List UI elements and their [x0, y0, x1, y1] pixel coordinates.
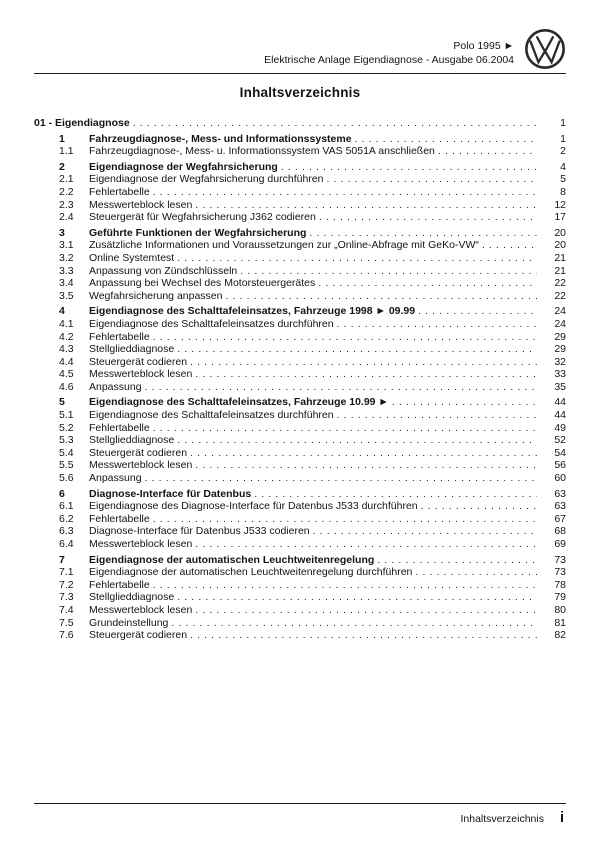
toc-entry-number: 2: [59, 160, 65, 173]
toc-entry-title: Fehlertabelle: [89, 578, 150, 591]
toc-entry-title: Messwerteblock lesen: [89, 459, 193, 472]
toc-row: [34, 356, 566, 369]
toc-entry-title: Steuergerät für Wegfahrsicherung J362 codieren: [89, 211, 316, 224]
toc-row: [34, 199, 566, 212]
toc-entry-number: 2.1: [59, 173, 74, 186]
toc-entry-page: 54: [554, 446, 566, 459]
toc-entry-number: 7: [59, 553, 65, 566]
toc-row: [34, 277, 566, 290]
toc-entry-page: 52: [554, 434, 566, 447]
toc-row: [34, 617, 566, 630]
page-title: Inhaltsverzeichnis: [239, 85, 361, 100]
dot-leader: [392, 396, 537, 409]
toc-row: [34, 538, 566, 551]
toc-entry-number: 3.4: [59, 277, 74, 290]
toc-entry-title: Eigendiagnose des Schalttafeleinsatzes, Fahrzeuge 1998 ► 09.99: [89, 305, 416, 318]
toc-entry-page: 56: [554, 459, 566, 472]
toc-entry-title: Eigendiagnose der Wegfahrsicherung durchführen: [89, 173, 324, 186]
toc-entry-page: 68: [554, 525, 566, 538]
footer-page-number: i: [559, 810, 564, 826]
table-of-contents: [34, 117, 566, 642]
dot-leader: [153, 186, 537, 199]
toc-entry-title: Eigendiagnose der automatischen Leuchtweitenregelung: [89, 553, 375, 566]
toc-entry-title: Steuergerät codieren: [89, 355, 188, 368]
dot-leader: [177, 343, 537, 356]
toc-row: [34, 422, 566, 435]
toc-entry-page: 1: [560, 117, 566, 129]
toc-entry-page: 79: [554, 591, 566, 604]
toc-entry-page: 78: [554, 578, 566, 591]
toc-entry-page: 21: [554, 264, 566, 277]
vw-logo-icon: [524, 28, 566, 70]
dot-leader: [254, 488, 537, 501]
dot-leader: [281, 161, 537, 174]
toc-entry-title: Fehlertabelle: [89, 512, 150, 525]
dot-leader: [153, 331, 537, 344]
toc-entry-title: Steuergerät codieren: [89, 629, 188, 642]
toc-entry-number: 7.6: [59, 629, 74, 642]
toc-entry-number: 3.2: [59, 251, 74, 264]
dot-leader: [153, 579, 537, 592]
dot-leader: [438, 145, 537, 158]
dot-leader: [318, 277, 537, 290]
header-subtitle: Elektrische Anlage Eigendiagnose - Ausgabe 06.2004: [264, 54, 514, 66]
toc-row: [34, 629, 566, 642]
toc-entry-title: Eigendiagnose des Diagnose-Interface für Datenbus J533 durchführen: [89, 500, 418, 513]
toc-entry-title: Messwerteblock lesen: [89, 538, 193, 550]
toc-entry-number: 7.5: [59, 616, 74, 629]
toc-entry-title: Anpassung: [89, 472, 142, 485]
toc-row: [34, 591, 566, 604]
dot-leader: [195, 459, 537, 472]
toc-entry-page: 29: [554, 330, 566, 343]
toc-entry-number: 7.2: [59, 578, 74, 591]
dot-leader: [313, 525, 537, 538]
toc-row: [34, 447, 566, 460]
toc-entry-number: 4.5: [59, 368, 74, 381]
toc-row: [34, 265, 566, 278]
dot-leader: [418, 305, 537, 318]
toc-entry-number: 6.1: [59, 500, 74, 513]
toc-entry-number: 4: [59, 305, 65, 318]
toc-entry-page: 4: [560, 160, 566, 173]
toc-entry-title: Steuergerät codieren: [89, 446, 188, 459]
dot-leader: [195, 368, 537, 381]
toc-entry-page: 17: [554, 211, 566, 224]
toc-entry-title: Stellglieddiagnose: [89, 434, 175, 447]
toc-entry-number: 4.6: [59, 380, 74, 393]
toc-entry-page: 22: [554, 277, 566, 290]
toc-entry-number: 3: [59, 226, 65, 239]
toc-entry-title: Fehlertabelle: [89, 421, 150, 434]
dot-leader: [337, 318, 537, 331]
toc-entry-title: Stellglieddiagnose: [89, 591, 175, 604]
dot-leader: [177, 591, 537, 604]
toc-row: [34, 381, 566, 394]
toc-entry-title: Zusätzliche Informationen und Voraussetzungen zur „Online-Abfrage mit GeKo-VW“: [89, 239, 479, 252]
toc-entry-number: 1.1: [59, 145, 74, 158]
toc-entry-page: 44: [554, 409, 566, 422]
header-divider: [34, 73, 566, 74]
toc-entry-page: 73: [554, 566, 566, 579]
toc-row: [34, 554, 566, 567]
toc-entry-title: Diagnose-Interface für Datenbus: [89, 487, 252, 500]
toc-entry-title: Wegfahrsicherung anpassen: [89, 289, 223, 302]
toc-row: [34, 409, 566, 422]
toc-row: [34, 396, 566, 409]
footer-label: Inhaltsverzeichnis: [460, 813, 544, 825]
dot-leader: [309, 227, 537, 240]
toc-entry-page: 8: [560, 185, 566, 198]
toc-entry-number: 7.3: [59, 591, 74, 604]
toc-entry-number: 6.2: [59, 512, 74, 525]
toc-row: [34, 239, 566, 252]
toc-entry-title: Fahrzeugdiagnose-, Mess- und Informationssysteme: [89, 132, 352, 145]
toc-entry-number: 4.4: [59, 355, 74, 368]
toc-entry-page: 32: [554, 355, 566, 368]
toc-row: [34, 173, 566, 186]
toc-row: [34, 459, 566, 472]
toc-entry-number: 4.1: [59, 317, 74, 330]
toc-entry-page: 12: [554, 198, 566, 211]
toc-entry-title: Fehlertabelle: [89, 185, 150, 198]
toc-row: [34, 161, 566, 174]
toc-entry-title: Anpassung bei Wechsel des Motorsteuergerätes: [89, 277, 316, 290]
toc-entry-page: 21: [554, 251, 566, 264]
toc-row: [34, 133, 566, 146]
toc-entry-number: 5.2: [59, 421, 74, 434]
toc-entry-page: 2: [560, 145, 566, 158]
dot-leader: [355, 133, 537, 146]
toc-entry-page: 44: [554, 396, 566, 409]
toc-entry-number: 6: [59, 487, 65, 500]
dot-leader: [190, 356, 537, 369]
toc-row: [34, 368, 566, 381]
toc-entry-title: Messwerteblock lesen: [89, 603, 193, 616]
toc-row: [34, 290, 566, 303]
toc-row: [34, 186, 566, 199]
toc-entry-page: 80: [554, 603, 566, 616]
toc-entry-number: 5.3: [59, 434, 74, 447]
toc-row: [34, 566, 566, 579]
dot-leader: [240, 265, 537, 278]
dot-leader: [415, 566, 537, 579]
dot-leader: [177, 434, 537, 447]
toc-row: [34, 227, 566, 240]
document-header: [34, 28, 566, 70]
document-footer: [34, 800, 566, 826]
toc-row: [34, 305, 566, 318]
toc-entry-page: 49: [554, 421, 566, 434]
toc-row: [34, 145, 566, 158]
toc-row: [34, 331, 566, 344]
dot-leader: [377, 554, 537, 567]
toc-entry-number: 7.1: [59, 566, 74, 579]
toc-entry-title: Messwerteblock lesen: [89, 198, 193, 211]
toc-entry-page: 81: [554, 616, 566, 629]
toc-entry-number: 5.1: [59, 409, 74, 422]
toc-entry-number: 5.5: [59, 459, 74, 472]
toc-entry-page: 63: [554, 487, 566, 500]
toc-entry-title: Messwerteblock lesen: [89, 368, 193, 381]
toc-entry-page: 73: [554, 553, 566, 566]
dot-leader: [326, 173, 537, 186]
toc-entry-title: Eigendiagnose des Schalttafeleinsatzes durchführen: [89, 409, 334, 422]
toc-row: [34, 211, 566, 224]
toc-entry-number: 5: [59, 396, 65, 409]
toc-entry-title: Diagnose-Interface für Datenbus J533 codieren: [89, 525, 310, 538]
toc-row: [34, 472, 566, 485]
toc-entry-number: 3.1: [59, 239, 74, 252]
toc-entry-number: 2.4: [59, 211, 74, 224]
toc-row: [34, 579, 566, 592]
toc-entry-number: 2.3: [59, 198, 74, 211]
dot-leader: [190, 629, 537, 642]
toc-entry-page: 69: [554, 538, 566, 550]
dot-leader: [190, 447, 537, 460]
toc-entry-page: 60: [554, 472, 566, 485]
dot-leader: [133, 117, 537, 130]
toc-entry-number: 6.4: [59, 538, 74, 550]
dot-leader: [225, 290, 537, 303]
toc-entry-title: Fehlertabelle: [89, 330, 150, 343]
dot-leader: [195, 538, 537, 551]
toc-entry-page: 24: [554, 317, 566, 330]
toc-entry-page: 1: [560, 132, 566, 145]
dot-leader: [195, 199, 537, 212]
dot-leader: [171, 617, 537, 630]
toc-row: [34, 488, 566, 501]
toc-entry-title: Eigendiagnose der automatischen Leuchtweitenregelung durchführen: [89, 566, 413, 579]
footer-divider: [34, 803, 566, 804]
toc-entry-title: Online Systemtest: [89, 251, 175, 264]
toc-entry-title: 01 - Eigendiagnose: [34, 117, 130, 129]
toc-entry-title: Fahrzeugdiagnose-, Mess- u. Informationssystem VAS 5051A anschließen: [89, 145, 435, 158]
toc-entry-number: 5.6: [59, 472, 74, 485]
toc-entry-page: 5: [560, 173, 566, 186]
toc-entry-title: Geführte Funktionen der Wegfahrsicherung: [89, 226, 307, 239]
dot-leader: [319, 211, 537, 224]
toc-entry-number: 2.2: [59, 185, 74, 198]
dot-leader: [337, 409, 537, 422]
dot-leader: [177, 252, 537, 265]
toc-entry-title: Stellglieddiagnose: [89, 343, 175, 356]
toc-entry-title: Anpassung: [89, 380, 142, 393]
footer-row: [34, 810, 566, 826]
toc-entry-title: Eigendiagnose des Schalttafeleinsatzes durchführen: [89, 317, 334, 330]
toc-entry-number: 4.2: [59, 330, 74, 343]
toc-row: [34, 117, 566, 130]
toc-entry-title: Grundeinstellung: [89, 616, 169, 629]
dot-leader: [145, 472, 537, 485]
toc-entry-title: Eigendiagnose des Schalttafeleinsatzes, Fahrzeuge 10.99 ►: [89, 396, 389, 409]
header-text: [264, 39, 514, 70]
toc-row: [34, 343, 566, 356]
header-model: Polo 1995 ►: [453, 40, 514, 52]
toc-entry-number: 7.4: [59, 603, 74, 616]
toc-entry-page: 29: [554, 343, 566, 356]
dot-leader: [153, 513, 537, 526]
toc-entry-title: Eigendiagnose der Wegfahrsicherung: [89, 160, 278, 173]
dot-leader: [482, 239, 537, 252]
toc-row: [34, 513, 566, 526]
toc-entry-page: 63: [554, 500, 566, 513]
toc-row: [34, 434, 566, 447]
toc-entry-page: 22: [554, 289, 566, 302]
toc-entry-number: 1: [59, 132, 65, 145]
dot-leader: [195, 604, 537, 617]
toc-entry-page: 35: [554, 380, 566, 393]
toc-row: [34, 318, 566, 331]
toc-entry-page: 20: [554, 239, 566, 252]
toc-row: [34, 604, 566, 617]
dot-leader: [153, 422, 537, 435]
toc-entry-number: 3.3: [59, 264, 74, 277]
toc-entry-page: 24: [554, 305, 566, 318]
toc-row: [34, 252, 566, 265]
toc-row: [34, 500, 566, 513]
toc-entry-page: 82: [554, 629, 566, 642]
toc-entry-page: 67: [554, 512, 566, 525]
toc-entry-number: 3.5: [59, 289, 74, 302]
toc-entry-number: 6.3: [59, 525, 74, 538]
dot-leader: [145, 381, 537, 394]
toc-row: [34, 525, 566, 538]
toc-entry-number: 5.4: [59, 446, 74, 459]
toc-entry-page: 33: [554, 368, 566, 381]
toc-entry-title: Anpassung von Zündschlüsseln: [89, 264, 238, 277]
dot-leader: [421, 500, 537, 513]
toc-entry-page: 20: [554, 226, 566, 239]
toc-entry-number: 4.3: [59, 343, 74, 356]
